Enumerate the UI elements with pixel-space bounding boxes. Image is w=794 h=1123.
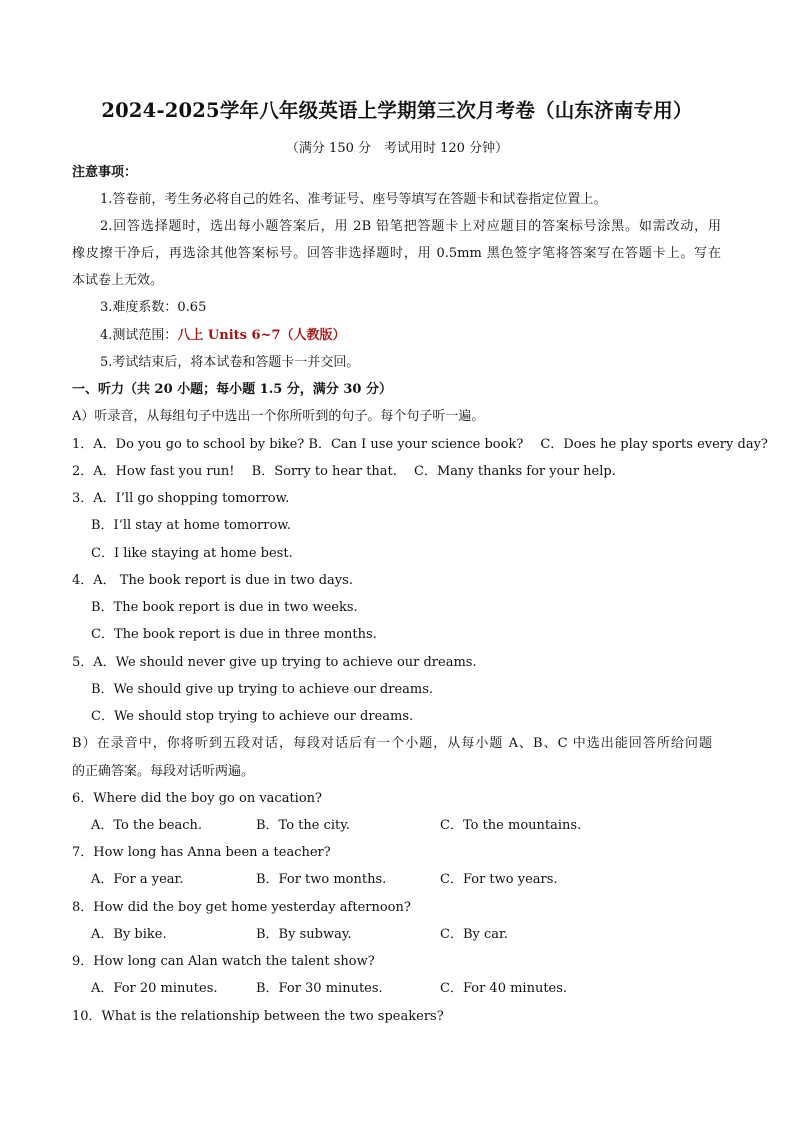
note-item-4-prefix: 4.测试范围：: [100, 328, 178, 343]
question-8-option-a: A．By bike.: [91, 927, 167, 942]
question-7-option-b: B．For two months.: [256, 872, 387, 887]
question-6-stem: 6．Where did the boy go on vacation?: [72, 791, 323, 806]
question-8-option-b: B．By subway.: [256, 927, 352, 942]
question-2: 2．A．How fast you run! B．Sorry to hear that. C．Many thanks for your help.: [72, 464, 616, 479]
note-item-4: [100, 328, 346, 344]
question-3-option-a: 3．A．I’ll go shopping tomorrow.: [72, 491, 290, 506]
question-7-stem: 7．How long has Anna been a teacher?: [72, 845, 331, 860]
question-8-option-c: C．By car.: [440, 927, 508, 942]
note-item-2-line-2: 橡皮擦干净后，再选涂其他答案标号。回答非选择题时，用 0.5mm 黑色签字笔将答案写在答题卡上。写在: [72, 246, 721, 261]
question-6-option-c: C．To the mountains.: [440, 818, 582, 833]
page-subtitle: （满分 150 分 考试用时 120 分钟）: [285, 141, 509, 156]
part-a-instructions: A）听录音，从每组句子中选出一个你所听到的句子。每个句子听一遍。: [72, 409, 485, 424]
note-item-2-line-3: 本试卷上无效。: [72, 273, 164, 288]
question-3-option-b: B．I’ll stay at home tomorrow.: [91, 518, 292, 533]
notes-heading: 注意事项：: [72, 165, 138, 180]
note-item-2-line-1: 2.回答选择题时，选出每小题答案后，用 2B 铅笔把答题卡上对应题目的答案标号涂黑。如需改动，用: [100, 219, 721, 234]
note-item-5: 5.考试结束后，将本试卷和答题卡一并交回。: [100, 355, 360, 370]
question-6-option-a: A．To the beach.: [91, 818, 202, 833]
test-range: 八上 Units 6~7（人教版）: [177, 328, 346, 343]
note-item-3: 3.难度系数：0.65: [100, 300, 207, 315]
question-3-option-c: C．I like staying at home best.: [91, 546, 293, 561]
question-4-option-a: 4．A． The book report is due in two days.: [72, 573, 353, 588]
question-1: 1．A．Do you go to school by bike? B．Can I use your science book? C．Does he play sports every day?: [72, 437, 768, 452]
question-8-stem: 8．How did the boy get home yesterday afternoon?: [72, 900, 411, 915]
part-b-instructions-line-2: 的正确答案。每段对话听两遍。: [72, 764, 255, 779]
note-item-1: 1.答卷前，考生务必将自己的姓名、准考证号、座号等填写在答题卡和试卷指定位置上。: [100, 192, 607, 207]
question-5-option-a: 5．A．We should never give up trying to achieve our dreams.: [72, 655, 477, 670]
question-9-option-a: A．For 20 minutes.: [91, 981, 218, 996]
question-9-option-c: C．For 40 minutes.: [440, 981, 568, 996]
part-b-instructions-line-1: B）在录音中，你将听到五段对话，每段对话后有一个小题，从每小题 A、B、C 中选出能回答所给问题: [72, 736, 712, 751]
question-4-option-c: C．The book report is due in three months.: [91, 627, 377, 642]
question-5-option-b: B．We should give up trying to achieve our dreams.: [91, 682, 434, 697]
question-9-option-b: B．For 30 minutes.: [256, 981, 383, 996]
question-6-option-b: B．To the city.: [256, 818, 351, 833]
page-title: 2024-2025学年八年级英语上学期第三次月考卷（山东济南专用）: [101, 99, 693, 122]
section-heading: 一、听力（共 20 小题；每小题 1.5 分，满分 30 分）: [72, 382, 392, 397]
question-10-stem: 10．What is the relationship between the two speakers?: [72, 1009, 444, 1024]
question-7-option-c: C．For two years.: [440, 872, 558, 887]
question-5-option-c: C．We should stop trying to achieve our dreams.: [91, 709, 414, 724]
question-9-stem: 9．How long can Alan watch the talent show?: [72, 954, 375, 969]
question-7-option-a: A．For a year.: [91, 872, 184, 887]
question-4-option-b: B．The book report is due in two weeks.: [91, 600, 358, 615]
